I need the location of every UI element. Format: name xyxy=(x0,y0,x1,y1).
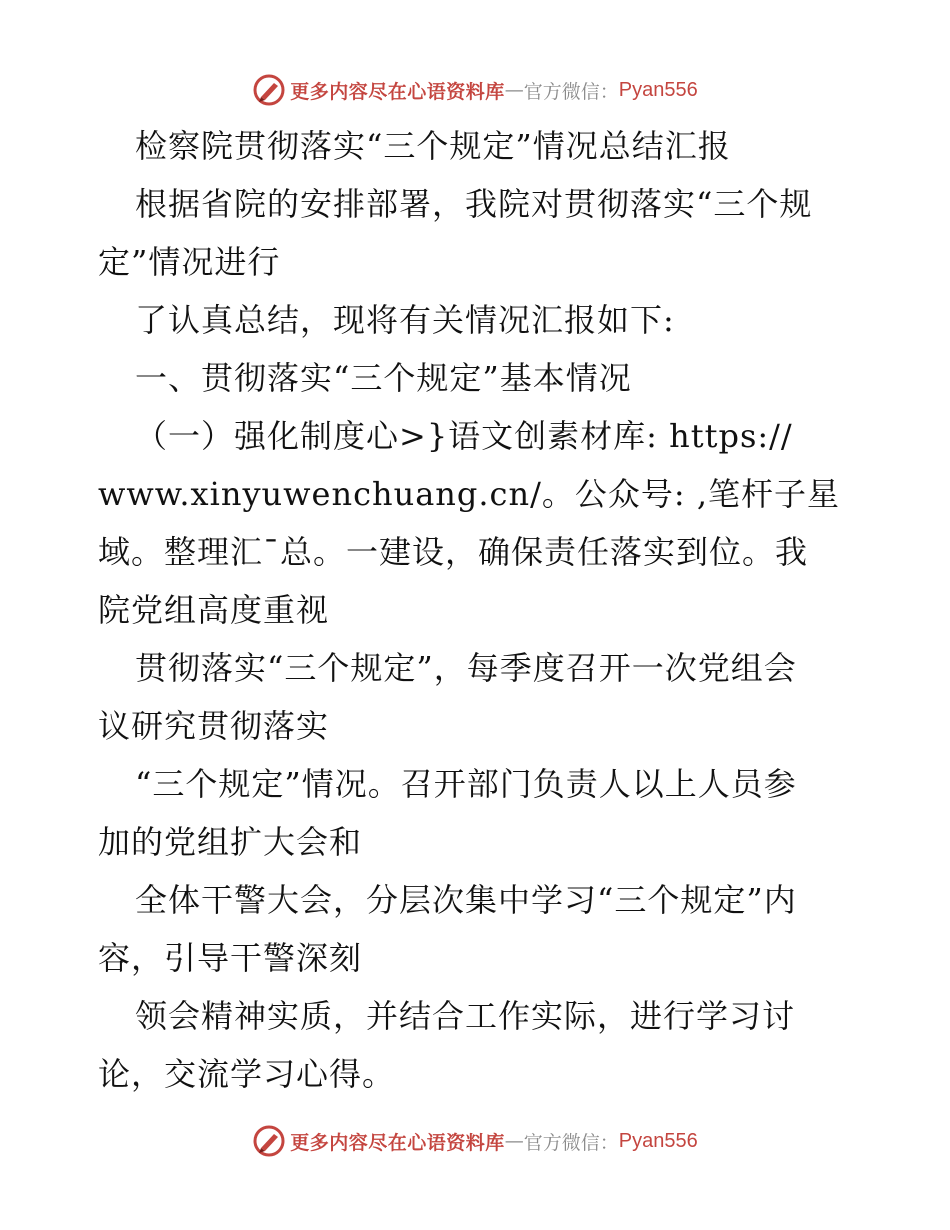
text-line: 领会精神实质，并结合工作实际，进行学习讨 xyxy=(135,997,796,1035)
watermark-banner-bottom xyxy=(0,1121,950,1161)
text-line: 了认真总结，现将有关情况汇报如下: xyxy=(135,301,675,339)
text-line: www.xinyuwenchuang.cn/。公众号: ,笔杆子星 xyxy=(98,475,840,513)
watermark-id: Pyan556 xyxy=(618,78,698,101)
text-line: 定”情况进行 xyxy=(98,243,281,281)
watermark-main-text: 更多内容尽在心语资料库 xyxy=(290,80,505,103)
text-line: （一）强化制度心>}语文创素材库: https:// xyxy=(135,417,793,455)
watermark-dash: — xyxy=(504,79,524,101)
watermark-id: Pyan556 xyxy=(618,1129,698,1152)
watermark-banner-top xyxy=(0,70,950,110)
text-line: 议研究贯彻落实 xyxy=(98,707,330,745)
text-line: 贯彻落实“三个规定”，每季度召开一次党组会 xyxy=(135,649,797,687)
section-heading: 一、贯彻落实“三个规定”基本情况 xyxy=(135,359,632,397)
text-line: 容，引导干警深刻 xyxy=(98,939,363,977)
document-title: 检察院贯彻落实“三个规定”情况总结汇报 xyxy=(135,127,731,165)
text-line: 院党组高度重视 xyxy=(98,591,330,629)
text-line: “三个规定”情况。召开部门负责人以上人员参 xyxy=(135,765,797,803)
pen-logo-icon xyxy=(252,1124,286,1158)
watermark-dash: — xyxy=(504,1130,524,1152)
watermark-sub-text: 官方微信： xyxy=(523,1131,619,1154)
text-line: 域。整理汇¯总。一建设，确保责任落实到位。我 xyxy=(98,533,809,571)
text-line: 全体干警大会，分层次集中学习“三个规定”内 xyxy=(135,881,797,919)
watermark-sub-text: 官方微信： xyxy=(523,80,619,103)
text-line: 论，交流学习心得。 xyxy=(98,1055,396,1093)
pen-logo-icon xyxy=(252,73,286,107)
text-line: 根据省院的安排部署，我院对贯彻落实“三个规 xyxy=(135,185,813,223)
watermark-main-text: 更多内容尽在心语资料库 xyxy=(290,1131,505,1154)
text-line: 加的党组扩大会和 xyxy=(98,823,363,861)
